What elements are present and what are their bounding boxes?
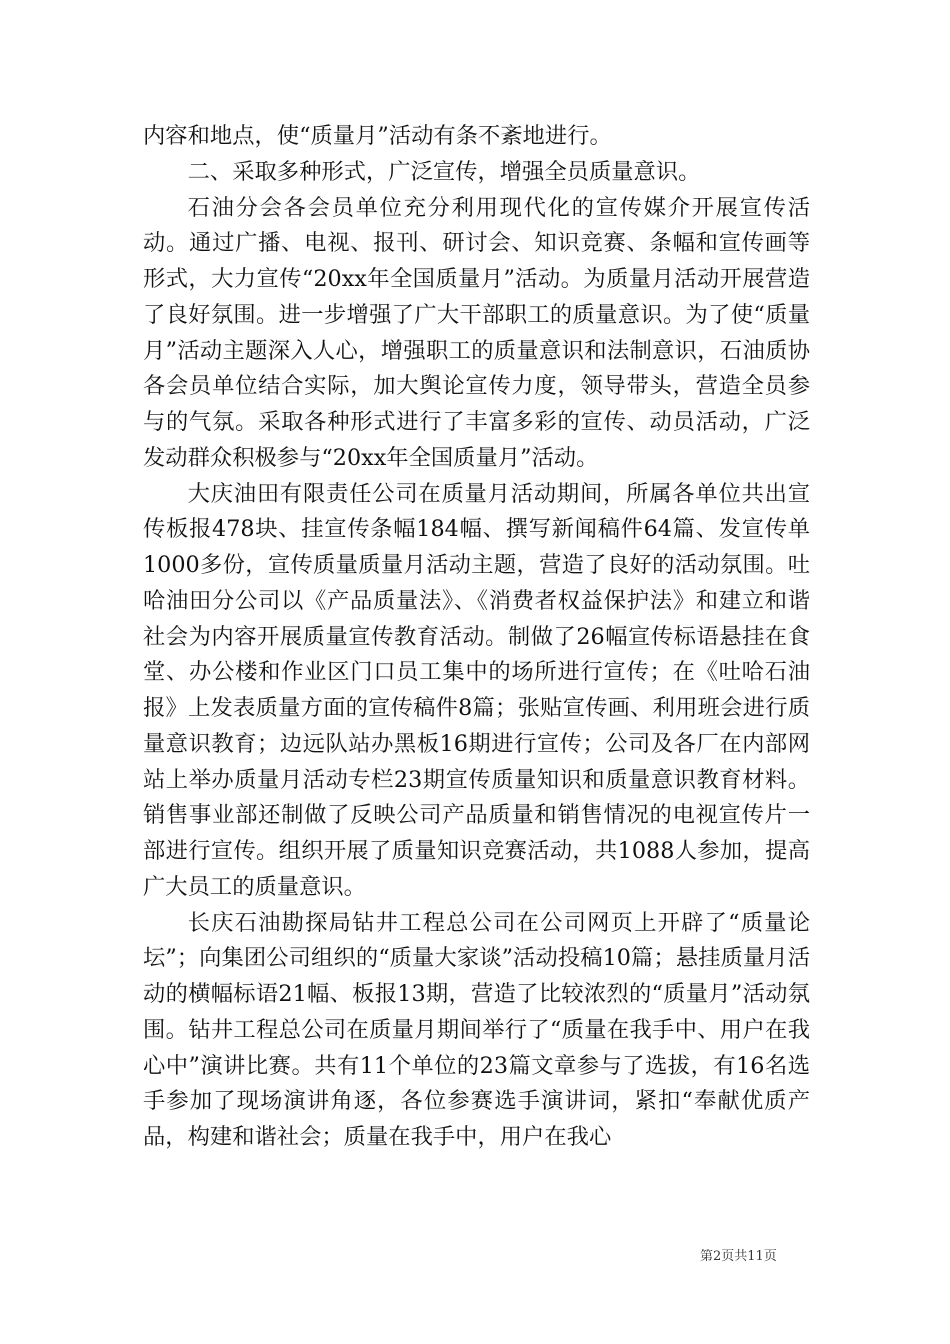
- paragraph: 石油分会各会员单位充分利用现代化的宣传媒介开展宣传活动。通过广播、电视、报刊、研讨会、知识竞赛、条幅和宣传画等形式，大力宣传“20xx年全国质量月”活动。为质量月活动开展营造了良好氛围。进一步增强了广大干部职工的质量意识。为了使“质量月”活动主题深入人心，增强职工的质量意识和法制意识，石油质协各会员单位结合实际，加大舆论宣传力度，领导带头，营造全员参与的气氛。采取各种形式进行了丰富多彩的宣传、动员活动，广泛发动群众积极参与“20xx年全国质量月”活动。: [143, 194, 810, 471]
- paragraph: 大庆油田有限责任公司在质量月活动期间，所属各单位共出宣传板报478块、挂宣传条幅184幅、撰写新闻稿件64篇、发宣传单1000多份，宣传质量质量月活动主题，营造了良好的活动氛围。吐哈油田分公司以《产品质量法》、《消费者权益保护法》和建立和谐社会为内容开展质量宣传教育活动。制做了26幅宣传标语悬挂在食堂、办公楼和作业区门口员工集中的场所进行宣传；在《吐哈石油报》上发表质量方面的宣传稿件8篇；张贴宣传画、利用班会进行质量意识教育；边远队站办黑板16期进行宣传；公司及各厂在内部网站上举办质量月活动专栏23期宣传质量知识和质量意识教育材料。销售事业部还制做了反映公司产品质量和销售情况的电视宣传片一部进行宣传。组织开展了质量知识竞赛活动，共1088人参加，提高广大员工的质量意识。: [143, 480, 810, 900]
- paragraph-continuation: 内容和地点，使“质量月”活动有条不紊地进行。: [143, 123, 612, 149]
- page-footer: 第2页共11页: [700, 1249, 777, 1264]
- section-heading: 二、采取多种形式，广泛宣传，增强全员质量意识。: [187, 158, 701, 185]
- paragraph: 长庆石油勘探局钻井工程总公司在公司网页上开辟了“质量论坛”；向集团公司组织的“质量大家谈”活动投稿10篇；悬挂质量月活动的横幅标语21幅、板报13期，营造了比较浓烈的“质量月”活动氛围。钻井工程总公司在质量月期间举行了“质量在我手中、用户在我心中”演讲比赛。共有11个单位的23篇文章参与了选拔，有16名选手参加了现场演讲角逐，各位参赛选手演讲词，紧扣“奉献优质产品，构建和谐社会；质量在我手中，用户在我心: [143, 909, 810, 1150]
- body-text: [143, 119, 810, 1156]
